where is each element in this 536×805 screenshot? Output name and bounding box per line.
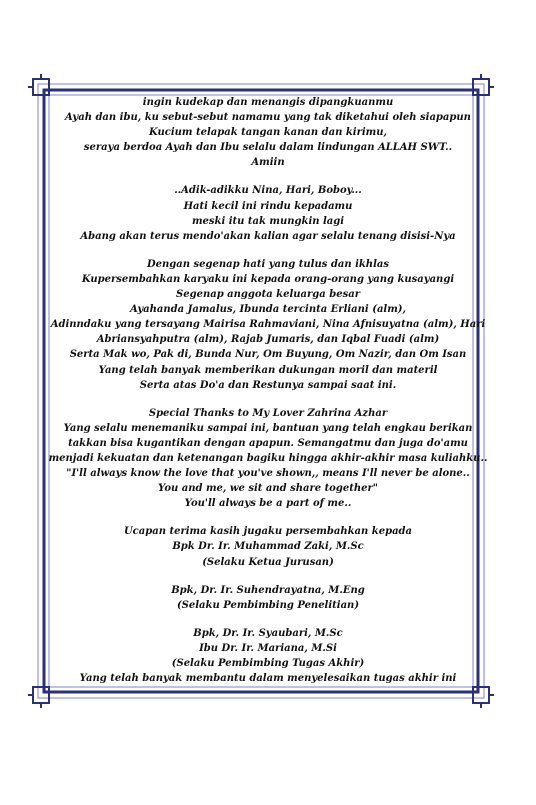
paragraph-parents <box>40 95 496 170</box>
text-line: Hati kecil ini rindu kepadamu <box>183 200 353 212</box>
text-line: Amiin <box>251 157 285 169</box>
paragraph-siblings <box>40 183 496 243</box>
text-line: Ibu Dr. Ir. Mariana, M.Si <box>199 642 337 654</box>
text-line: Yang telah banyak memberikan dukungan moril dan materil <box>98 364 438 376</box>
paragraph-head-of-department <box>40 524 496 569</box>
paragraph-special-thanks <box>40 406 496 512</box>
text-line: Ucapan terima kasih jugaku persembahkan kepada <box>123 526 413 538</box>
text-line: Kucium telapak tangan kanan dan kirimu, <box>149 127 387 139</box>
text-line: ..Adik-adikku Nina, Hari, Boboy... <box>174 185 362 197</box>
text-line: ingin kudekap dan menangis dipangkuanmu <box>142 97 394 108</box>
dedication-text <box>40 95 496 686</box>
text-line: Special Thanks to My Lover Zahrina Azhar <box>148 407 388 419</box>
text-line: Bpk, Dr. Ir. Syaubari, M.Sc <box>193 627 343 639</box>
text-line: (Selaku Pembimbing Tugas Akhir) <box>171 658 365 669</box>
text-line: seraya berdoa Ayah dan Ibu selalu dalam lindungan ALLAH SWT.. <box>83 142 453 154</box>
text-line: Adinndaku yang tersayang Mairisa Rahmaviani, Nina Afnisuyatna (alm), Hari <box>50 319 486 331</box>
paragraph-family <box>40 257 496 393</box>
text-line: Yang telah banyak membantu dalam menyelesaikan tugas akhir ini <box>79 673 457 685</box>
text-line: meski itu tak mungkin lagi <box>191 215 345 227</box>
text-line: You'll always be a part of me.. <box>184 498 352 510</box>
text-line: Bpk Dr. Ir. Muhammad Zaki, M.Sc <box>172 541 364 553</box>
text-line: Bpk, Dr. Ir. Suhendrayatna, M.Eng <box>171 584 365 596</box>
text-line: Serta atas Do'a dan Restunya sampai saat ini. <box>139 379 397 391</box>
text-line: Ayah dan ibu, ku sebut-sebut namamu yang tak diketahui oleh siapapun <box>65 112 471 124</box>
text-line: takkan bisa kugantikan dengan apapun. Semangatmu dan juga do'amu <box>68 437 468 449</box>
paragraph-final-project-supervisors <box>40 626 496 686</box>
text-line: Ayahanda Jamalus, Ibunda tercinta Erliani (alm), <box>129 304 407 316</box>
text-line: Abang akan terus mendo'akan kalian agar selalu tenang disisi-Nya <box>80 230 456 242</box>
text-line: Dengan segenap hati yang tulus dan ikhlas <box>147 258 389 270</box>
text-line: Serta Mak wo, Pak di, Bunda Nur, Om Buyung, Om Nazir, dan Om Isan <box>69 349 467 361</box>
text-line: Yang selalu menemaniku sampai ini, bantuan yang telah engkau berikan <box>63 422 473 434</box>
paragraph-research-supervisor <box>40 583 496 613</box>
text-line: (Selaku Pembimbing Penelitian) <box>176 599 360 611</box>
text-line: menjadi kekuatan dan ketenangan bagiku hingga akhir-akhir masa kuliahku.. <box>48 452 488 464</box>
text-line: (Selaku Ketua Jurusan) <box>202 556 334 568</box>
text-line: Segenap anggota keluarga besar <box>176 289 360 301</box>
text-line: You and me, we sit and share together" <box>158 483 378 495</box>
text-line: Abriansyahputra (alm), Rajab Jumaris, dan Iqbal Fuadi (alm) <box>96 334 440 346</box>
text-line: "I'll always know the love that you've shown,, means I'll never be alone.. <box>66 468 470 480</box>
text-line: Kupersembahkan karyaku ini kepada orang-orang yang kusayangi <box>81 273 455 285</box>
